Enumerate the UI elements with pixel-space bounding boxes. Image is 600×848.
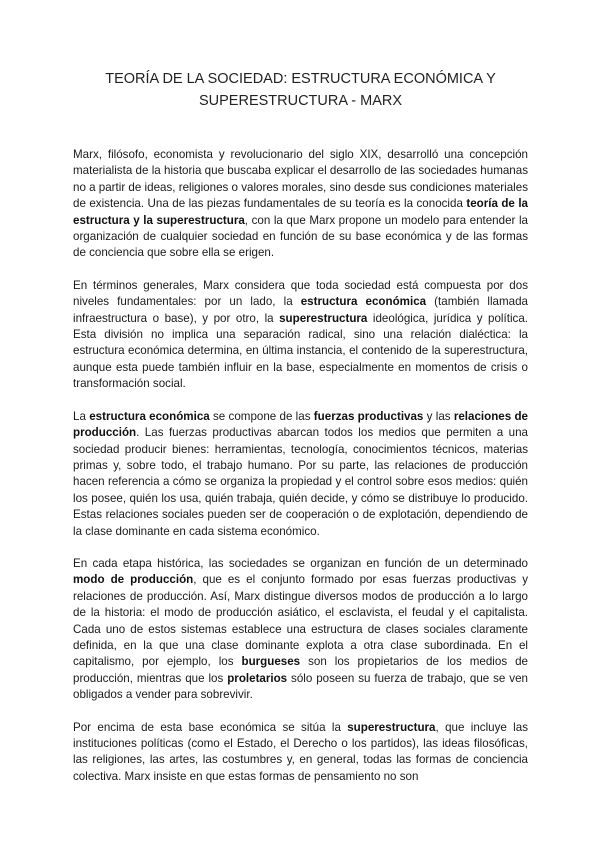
bold-term: proletarios	[227, 671, 288, 685]
page-title	[73, 68, 528, 112]
paragraph-5	[73, 720, 528, 786]
bold-term: teoría de la estructura y la superestructura	[73, 197, 528, 227]
bold-term: fuerzas productivas	[313, 409, 424, 423]
bold-term: estructura económica	[89, 409, 210, 423]
text-run: , que incluye las instituciones políticas (como el Estado, el Derecho o los partidos), las ideas filosóficas, las religiones, las artes, las costumbres y, en general, todas las formas de conciencia colectiva. Marx insiste en que estas formas de pensamiento no son	[73, 720, 529, 783]
bold-term: estructura económica	[300, 295, 427, 309]
paragraph-1	[73, 147, 528, 262]
text-run: (también llamada infraestructura o base), y por otro, la	[73, 295, 528, 325]
paragraph-2	[73, 278, 528, 393]
text-run: . Las fuerzas productivas abarcan todos los medios que permiten a una sociedad producir bienes: herramientas, tecnología, conocimientos técnicos, materias primas y, sobre todo, el trabajo humano. Por su parte, las relaciones de producción hacen referencia a cómo se organiza la propiedad y el control sobre esos medios: quién los posee, quién los usa, quién trabaja, quién decide, y cómo se distribuye lo producido. Estas relaciones sociales pueden ser de cooperación o de explotación, dependiendo de la clase dominante en cada sistema económico.	[73, 426, 528, 538]
text-run: , con la que Marx propone un modelo para entender la organización de cualquier sociedad en función de su base económica y de las formas de conciencia que sobre ella se erigen.	[73, 213, 528, 260]
text-run: son los propietarios de los medios de producción, mientras que los	[73, 655, 528, 685]
text-run: ideológica, jurídica y política. Esta división no implica una separación radical, sino una relación dialéctica: la estructura económica determina, en última instancia, el contenido de la superestructura, aunque esta puede también influir en la base, especialmente en momentos de crisis o transformación social.	[73, 311, 528, 391]
paragraph-4	[73, 556, 528, 704]
title-line-1: TEORÍA DE LA SOCIEDAD: ESTRUCTURA ECONÓMICA Y	[105, 71, 496, 87]
bold-term: relaciones de producción	[73, 409, 529, 440]
title-line-2: SUPERESTRUCTURA - MARX	[198, 93, 403, 109]
text-run: y las	[423, 409, 454, 423]
bold-term: superestructura	[279, 311, 368, 325]
text-run: , que es el conjunto formado por esas fuerzas productivas y relaciones de producción. Así, Marx distingue diversos modos de producción a lo largo de la historia: el modo de producción asiático, el esclavista, el feudal y el capitalista. Cada uno de estos sistemas establece una estructura de clases sociales claramente definida, en la que una clase dominante explota a otra clase subordinada. En el capitalismo, por ejemplo, los	[73, 573, 528, 669]
bold-term: modo de producción	[73, 573, 194, 587]
text-run: Por encima de esta base económica se sitúa la	[73, 720, 348, 734]
bold-term: superestructura	[347, 720, 436, 734]
text-run: se compone de las	[209, 409, 314, 423]
paragraph-3	[73, 409, 528, 540]
text-run: Marx, filósofo, economista y revolucionario del siglo XIX, desarrolló una concepción materialista de la historia que buscaba explicar el desarrollo de las sociedades humanas no a partir de ideas, religiones o valores morales, sino desde sus condiciones materiales de existencia. Una de las piezas fundamentales de su teoría es la conocida	[73, 148, 528, 211]
text-run: sólo poseen su fuerza de trabajo, que se ven obligados a vender para sobrevivir.	[73, 671, 528, 702]
text-run: En términos generales, Marx considera que toda sociedad está compuesta por dos niveles fundamentales: por un lado, la	[73, 278, 528, 309]
text-run: En cada etapa histórica, las sociedades se organizan en función de un determinado	[73, 556, 528, 570]
bold-term: burgueses	[241, 655, 301, 669]
text-run: La	[73, 409, 90, 423]
